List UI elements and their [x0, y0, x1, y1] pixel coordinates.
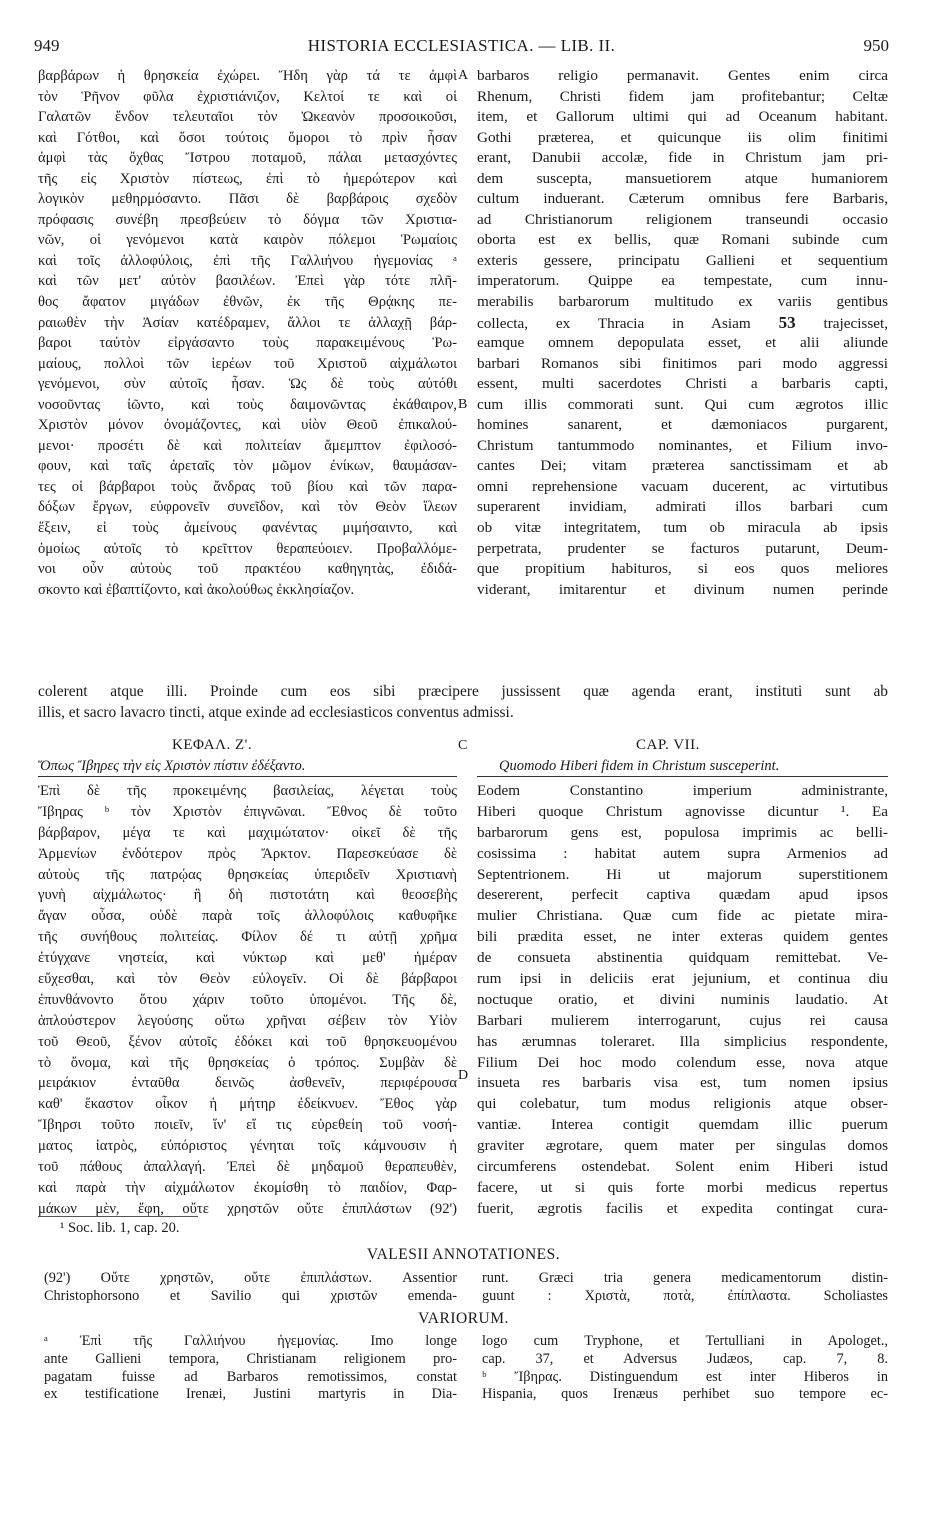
greek2-line: ἐτύγχανε νηστεία, καὶ νύκτωρ καὶ μεθ' ἡμέραν [38, 950, 457, 967]
greek-line: νῶν, οἱ γενόμενοι κατὰ καιρὸν πόλεμοι Ῥωμαίοις [38, 232, 457, 249]
margin-marker-b: B [458, 397, 468, 412]
greek2-line: Ἀρμενίων ἐνδότερον πρὸς Ἄρκτον. Παρεσκεύασε δὲ [38, 845, 457, 862]
greek2-line: ἐπυνθάνοντο ὅτου χάριν τοῦτο ὑπομένοι. Τῆς δὲ, [38, 991, 457, 1008]
latin2-line: de consueta abstinentia quidquam remittebat. Ve- [477, 949, 888, 967]
greek2-line: αὐτοὺς τῆς πατρῴας θρησκείας ὑπεριδεῖν Χριστιανὴ [38, 866, 457, 883]
footnote: ¹ Soc. lib. 1, cap. 20. [60, 1220, 180, 1236]
latin2-line: Barbari mulierem interrogarunt, cujus rei causa [477, 1011, 888, 1029]
latin2-line: has ærumnas toleraret. Illa simplicius respondente, [477, 1032, 888, 1050]
greek2-line: τοῦ Θεοῦ, ξένον αὐτοῖς ἐδόκει καὶ τοῦ θρησκευομένου [38, 1033, 457, 1050]
greek-line: βαρβάρων ἡ θρησκεία ἐχώρει. Ἤδη γὰρ τά τε ἀμφὶ [38, 68, 457, 84]
latin2-line: circumferens ostendebat. Solent enim Hiberi istud [477, 1158, 888, 1176]
page-header [34, 36, 889, 60]
variorum-right [482, 1333, 888, 1404]
valesii-right-line: guunt : Χριστὰ, ποτὰ, ἐπίπλαστα. Scholiastes [482, 1287, 888, 1304]
greek-line: τὸν Ῥῆνον φῦλα ἐχριστιάνιζον, Κελτοί τε καὶ οἱ [38, 88, 457, 105]
margin-marker-d: D [458, 1068, 469, 1083]
latin2-line: desererent, perfecit captiva quædam apud ipsos [477, 886, 888, 904]
greek2-line: τὸ ὄνομα, καὶ τῆς θρησκείας ὁ τρόπος. Συμβὰν δὲ [38, 1054, 457, 1071]
greek-line: βαροι ταὐτὸν εἰργάσαντο τοὺς παρακειμένους Ῥω- [38, 335, 457, 352]
margin-marker-c: C [458, 738, 468, 753]
greek2-line: Ἐπὶ δὲ τῆς προκειμένης βασιλείας, λέγεται τοὺς [38, 783, 457, 799]
greek2-line: μάκων μὲν, ἔφη, οὔτε χρηστῶν οὔτε ἐπιπλάστων (92') [38, 1200, 457, 1217]
variorum-right-line: ᵇ Ἴβηρας. Distinguendum est inter Hiberos in [482, 1368, 888, 1385]
greek-line: μαίους, πολλοὶ τῶν ἱερέων τοῦ Χριστοῦ αἰχμάλωτοι [38, 355, 457, 372]
valesii-right [482, 1270, 888, 1306]
rule-latin [477, 776, 888, 777]
greek2-line: καὶ παρὰ τὴν αἰχμάλωτον ἐκομίσθη τὸ παιδίον, Φαρ- [38, 1179, 457, 1196]
greek2-line: γυνὴ αἰχμάλωτος· ἣ δὴ πιστοτάτη καὶ θεοσεβὴς [38, 887, 457, 904]
latin-line-tail: trajecisset, [823, 314, 888, 332]
latin-line: que propitium habituros, si eos quos meliores [477, 560, 888, 578]
greek2-line: ἁπλούστερον λεγούσης οὕτω χρῆναι σέβειν τὸν Υἱὸν [38, 1012, 457, 1029]
latin-line: eamque omnem depopulata esset, et alii aliunde [477, 334, 888, 352]
greek2-line: τοῦ πάθους ἀπαλλαγή. Ἐπεὶ δὲ μηδαμοῦ θεραπευθὲν, [38, 1159, 457, 1176]
latin-line: item, et Gallorum ultimi qui ad Oceanum habitant. [477, 108, 888, 126]
latin2-line: qui colebatur, tum modus religionis atque obser- [477, 1095, 888, 1113]
greek-line: γενόμενοι, σὺν αὐτοῖς ἦσαν. Ὡς δὲ τοὺς αὐτόθι [38, 376, 457, 393]
greek2-line: καθ' ἕκαστον οἶκον ἡ μήτηρ ἐδείκνυεν. Ἔθος γὰρ [38, 1096, 457, 1113]
variorum-left-line: ᵃ Ἐπὶ τῆς Γαλλιήνου ἡγεμονίας. Imo longe [44, 1333, 457, 1349]
latin-line: superarent invidiam, admirati illos barbari cum [477, 498, 888, 516]
greek-line: καὶ Γότθοι, καὶ ὅσοι τούτοις ὅμοροι τὸ πρὶν ἦσαν [38, 129, 457, 146]
chapter-subtitle-latin: Quomodo Hiberi fidem in Christum susceperint. [499, 758, 780, 774]
full-line: colerent atque illi. Proinde cum eos sibi præcipere jussissent quæ agenda erant, instituti sunt ab [38, 683, 888, 700]
latin-line: perpetrata, prudenter se facturos putarunt, Deum- [477, 539, 888, 557]
variorum-right-line: cap. 37, et Adversus Judæos, cap. 7, 8. [482, 1350, 888, 1367]
latin2-line: Hiberi quoque Christum agnovisse dicuntur ¹. Ea [477, 802, 888, 820]
latin-line: imperatorum. Quippe ea tempestate, cum innu- [477, 272, 888, 290]
valesii-right-line: runt. Græci tria genera medicamentorum distin- [482, 1270, 888, 1286]
greek-column-2 [38, 781, 457, 1220]
valesii-left-line: Christophorsono et Savilio qui χριστῶν emenda- [44, 1287, 457, 1304]
greek-line: ὁμοίως αὐτοῖς τὸ κρεῖττον θεραπεύοιεν. Προβαλλόμε- [38, 540, 457, 557]
latin-line: viderant, imitarentur et divinum numen perinde [477, 580, 888, 598]
margin-marker-a: A [458, 68, 469, 83]
greek-line: ἕξειν, εἰ τοὺς ἀμείνους φανέντας μιμήσαιντο, καὶ [38, 520, 457, 537]
running-title: HISTORIA ECCLESIASTICA. — LIB. II. [307, 36, 616, 55]
greek2-line: ματος ἰατρὸς, εὐπόριστος γένηται τοῖς κάμνουσιν ἡ [38, 1138, 457, 1155]
rule-greek [38, 776, 457, 777]
left-page-number: 949 [34, 36, 60, 55]
greek-line: τῆς εἰς Χριστὸν πίστεως, ἐπὶ τὸ ἡμερώτερον καὶ [38, 170, 457, 187]
full-width-text [38, 682, 888, 723]
variorum-right-line: logo cum Tryphone, et Tertulliani in Apologet., [482, 1333, 888, 1349]
latin-line: erant, Danubii accolæ, fide in Christum jam pri- [477, 149, 888, 167]
valesii-left-line: (92') Οὔτε χρηστῶν, οὔτε ἐπιπλάστων. Assentior [44, 1270, 457, 1286]
latin-line: dem suscepta, mansuetiorem atque humaniorem [477, 169, 888, 187]
latin2-line: Filium Dei hoc modo colendum esse, nova atque [477, 1053, 888, 1071]
greek-line: ραιωθὲν τὴν Ἀσίαν κατέδραμεν, ἄλλοι τε ἀλλαχῇ βάρ- [38, 314, 457, 331]
greek-line: δόξων ἔργων, εὐφρονεῖν συνεῖδον, καὶ τὸν Θεὸν ἵλεων [38, 499, 457, 516]
greek-line: φουν, καὶ ταῖς ἀρεταῖς τὸν μῶμον ἐνίκων, θαυμάσαν- [38, 458, 457, 475]
latin2-line: Eodem Constantino imperium administrante, [477, 782, 888, 799]
latin2-line: insueta res barbaris visa est, tum nomen ipsius [477, 1074, 888, 1092]
latin2-line: barbarorum gens est, populosa imprimis ac belli- [477, 823, 888, 841]
valesii-left [44, 1270, 457, 1306]
greek2-line: Ἴβηρας ᵇ τὸν Χριστὸν ἐπιγνῶναι. Ἔθνος δὲ τοῦτο [38, 803, 457, 820]
greek2-line: ἄγαν οὖσα, οὐδὲ παρὰ τοῖς ἀλλοφύλοις καθυφῆκε [38, 908, 457, 925]
greek2-line: Ἴβηρσι τοῦτο ποιεῖν, ἵν' εἴ τις εὑρεθείη τοῦ νοσή- [38, 1117, 457, 1134]
greek-line: Χριστὸν μόνον ὀνομάζοντες, καὶ υἱὸν Θεοῦ ἐπικαλού- [38, 417, 457, 434]
latin-column-1 [477, 66, 888, 600]
variorum-right-line: Hispania, quos Irenæus perhibet suo tempore ec- [482, 1386, 888, 1403]
greek2-line: μειράκιον ἐνταῦθα δεινῶς ἀσθενεῖν, περιφέρουσα [38, 1075, 457, 1092]
right-page-number: 950 [863, 36, 889, 55]
latin2-line: vantiæ. Interea contigit quemdam illic puerum [477, 1116, 888, 1134]
latin-line: essent, multi sacerdotes Christi a barbaris capti, [477, 375, 888, 393]
latin2-line: graviter ægrotare, quem mater per singulas domos [477, 1137, 888, 1155]
variorum-left [44, 1333, 457, 1404]
greek2-line: τῆς συνήθους πολιτείας. Φίλον δέ τι αὐτῇ χρῆμα [38, 929, 457, 946]
latin-line: Christum tantummodo nominantes, et Filium invo- [477, 436, 888, 454]
latin2-line: fuerit, ægrotis facilis et expedita contingat cura- [477, 1199, 888, 1217]
full-line: illis, et sacro lavacro tincti, atque exinde ad ecclesiasticos conventus admissi. [38, 703, 514, 721]
greek2-line: βάρβαρον, μέγα τε καὶ μαχιμώτατον· οἰκεῖ δὲ τῆς [38, 824, 457, 841]
latin-line: merabilis barbarorum multitudo ex variis gentibus [477, 293, 888, 311]
greek-line: τες οἱ βάρβαροι τοὺς ἄνδρας τοῦ βίου καὶ τῶν παρα- [38, 478, 457, 495]
greek-line: καὶ τῶν μετ' αὐτὸν βασιλέων. Ἐπεὶ γὰρ τότε πλῆ- [38, 273, 457, 290]
variorum-left-line: pagatam fuisse ad Barbaros remotissimos, constat [44, 1368, 457, 1385]
latin-line: exteris gessere, principatu Gallieni et sequentium [477, 251, 888, 269]
greek-line: σκοντο καὶ ἐβαπτίζοντο, καὶ ἀκολούθως ἐκκλησίαζον. [38, 581, 355, 598]
latin-line: Rhenum, Christi fidem jam profitebantur; Celtæ [477, 87, 888, 105]
latin-line: cum illis commorati sunt. Qui cum ægrotos illic [477, 395, 888, 413]
greek-line: νοσοῦντας ἰῶντο, καὶ τοὺς δαιμονῶντας ἐκάθαιρον, [38, 396, 457, 413]
greek-line: Γαλατῶν ἔνδον τελευταῖοι τὸν Ὠκεανὸν προσοικοῦσι, [38, 109, 457, 126]
latin-line: homines sanarent, et dæmoniacos purgarent, [477, 416, 888, 434]
greek-line: νοι οὖν αὐτοὺς τοῦ πρακτέου καθηγητὰς, ἐδιδά- [38, 561, 457, 578]
greek-line: λογικὸν μεθηρμόσαντο. Πᾶσι δὲ βαρβάροις σχεδὸν [38, 191, 457, 208]
latin2-line: mulier Christiana. Quæ cum fide ac pietate mira- [477, 907, 888, 925]
footnote-rule [38, 1216, 198, 1217]
greek2-line: εὔχεσθαι, καὶ τὸν Θεὸν εὐλογεῖν. Οἱ δὲ βάρβαροι [38, 971, 457, 988]
latin2-line: Septentrionem. Hi ut majorum superstitionem [477, 865, 888, 883]
latin-line: barbari Romanos sibi finitimos pari modo aggressi [477, 354, 888, 372]
greek-line: θος ἄφατον μιγάδων ἐθνῶν, ἐκ τῆς Θρᾴκης πε- [38, 294, 457, 311]
latin-line: cantes Dei; vitam præterea sanctissimam et ab [477, 457, 888, 475]
greek-line: πρόφασις συνέβη πρεσβεύειν τὸ δόγμα τῶν Χριστια- [38, 211, 457, 228]
variorum-heading: VARIORUM. [418, 1310, 509, 1327]
greek-line: ἀμφὶ τὰς ὄχθας Ἴστρου ποταμοῦ, πάλαι μετασχόντες [38, 150, 457, 167]
latin-line: Gothi præterea, et quicunque iis olim finitimi [477, 128, 888, 146]
variorum-left-line: ex testificatione Irenæi, Justini martyris in Dia- [44, 1386, 457, 1403]
chapter-title-greek: ΚΕΦΑΛ. Ζ'. [172, 737, 253, 753]
latin-line: barbaros religio permanavit. Gentes enim circa [477, 67, 888, 84]
variorum-left-line: ante Gallieni tempora, Christianam religionem pro- [44, 1350, 457, 1367]
latin2-line: rum ipsi in deliciis erat jejunium, et continua diu [477, 970, 888, 988]
chapter-subtitle-greek: Ὅπως Ἴβηρες τὴν εἰς Χριστὸν πίστιν ἐδέξαντο. [38, 758, 306, 774]
greek-line: μενοι· προσέτι δὲ καὶ πολιτείαν ἄμεμπτον ἐφιλοσό- [38, 437, 457, 454]
latin2-line: bili prædita esset, ne inter exteras quidem gentes [477, 928, 888, 946]
latin2-line: facere, ut si quis forte morbi medicus repertus [477, 1178, 888, 1196]
chapter-title-latin: CAP. VII. [636, 737, 700, 753]
latin-line: omni reprehensione vacuam ducerent, ac virtutibus [477, 477, 888, 495]
latin2-line: noctuque oratio, et divini numinis laudatio. At [477, 990, 888, 1008]
latin-line [477, 313, 888, 334]
latin-line: cultum induerant. Cæterum omnibus fere Barbaris, [477, 190, 888, 208]
column-number: 53 [778, 312, 796, 332]
greek-line: καὶ τοῖς ἀλλοφύλοις, ἐπὶ τῆς Γαλλιήνου ἡγεμονίας ᵃ [38, 252, 457, 269]
latin-line: ob vitæ integritatem, tum ob miracula ab ipsis [477, 519, 888, 537]
latin-line-text: collecta, ex Thracia in Asiam [477, 314, 751, 332]
valesii-heading: VALESII ANNOTATIONES. [366, 1246, 561, 1263]
greek-column-1 [38, 66, 457, 600]
latin-line: oborta est ex bellis, quæ Romani subinde cum [477, 231, 888, 249]
latin-line: ad Christianorum religionem transeundi occasio [477, 210, 888, 228]
latin2-line: cosissima : habitat autem supra Armenios ad [477, 844, 888, 862]
latin-column-2 [477, 781, 888, 1220]
